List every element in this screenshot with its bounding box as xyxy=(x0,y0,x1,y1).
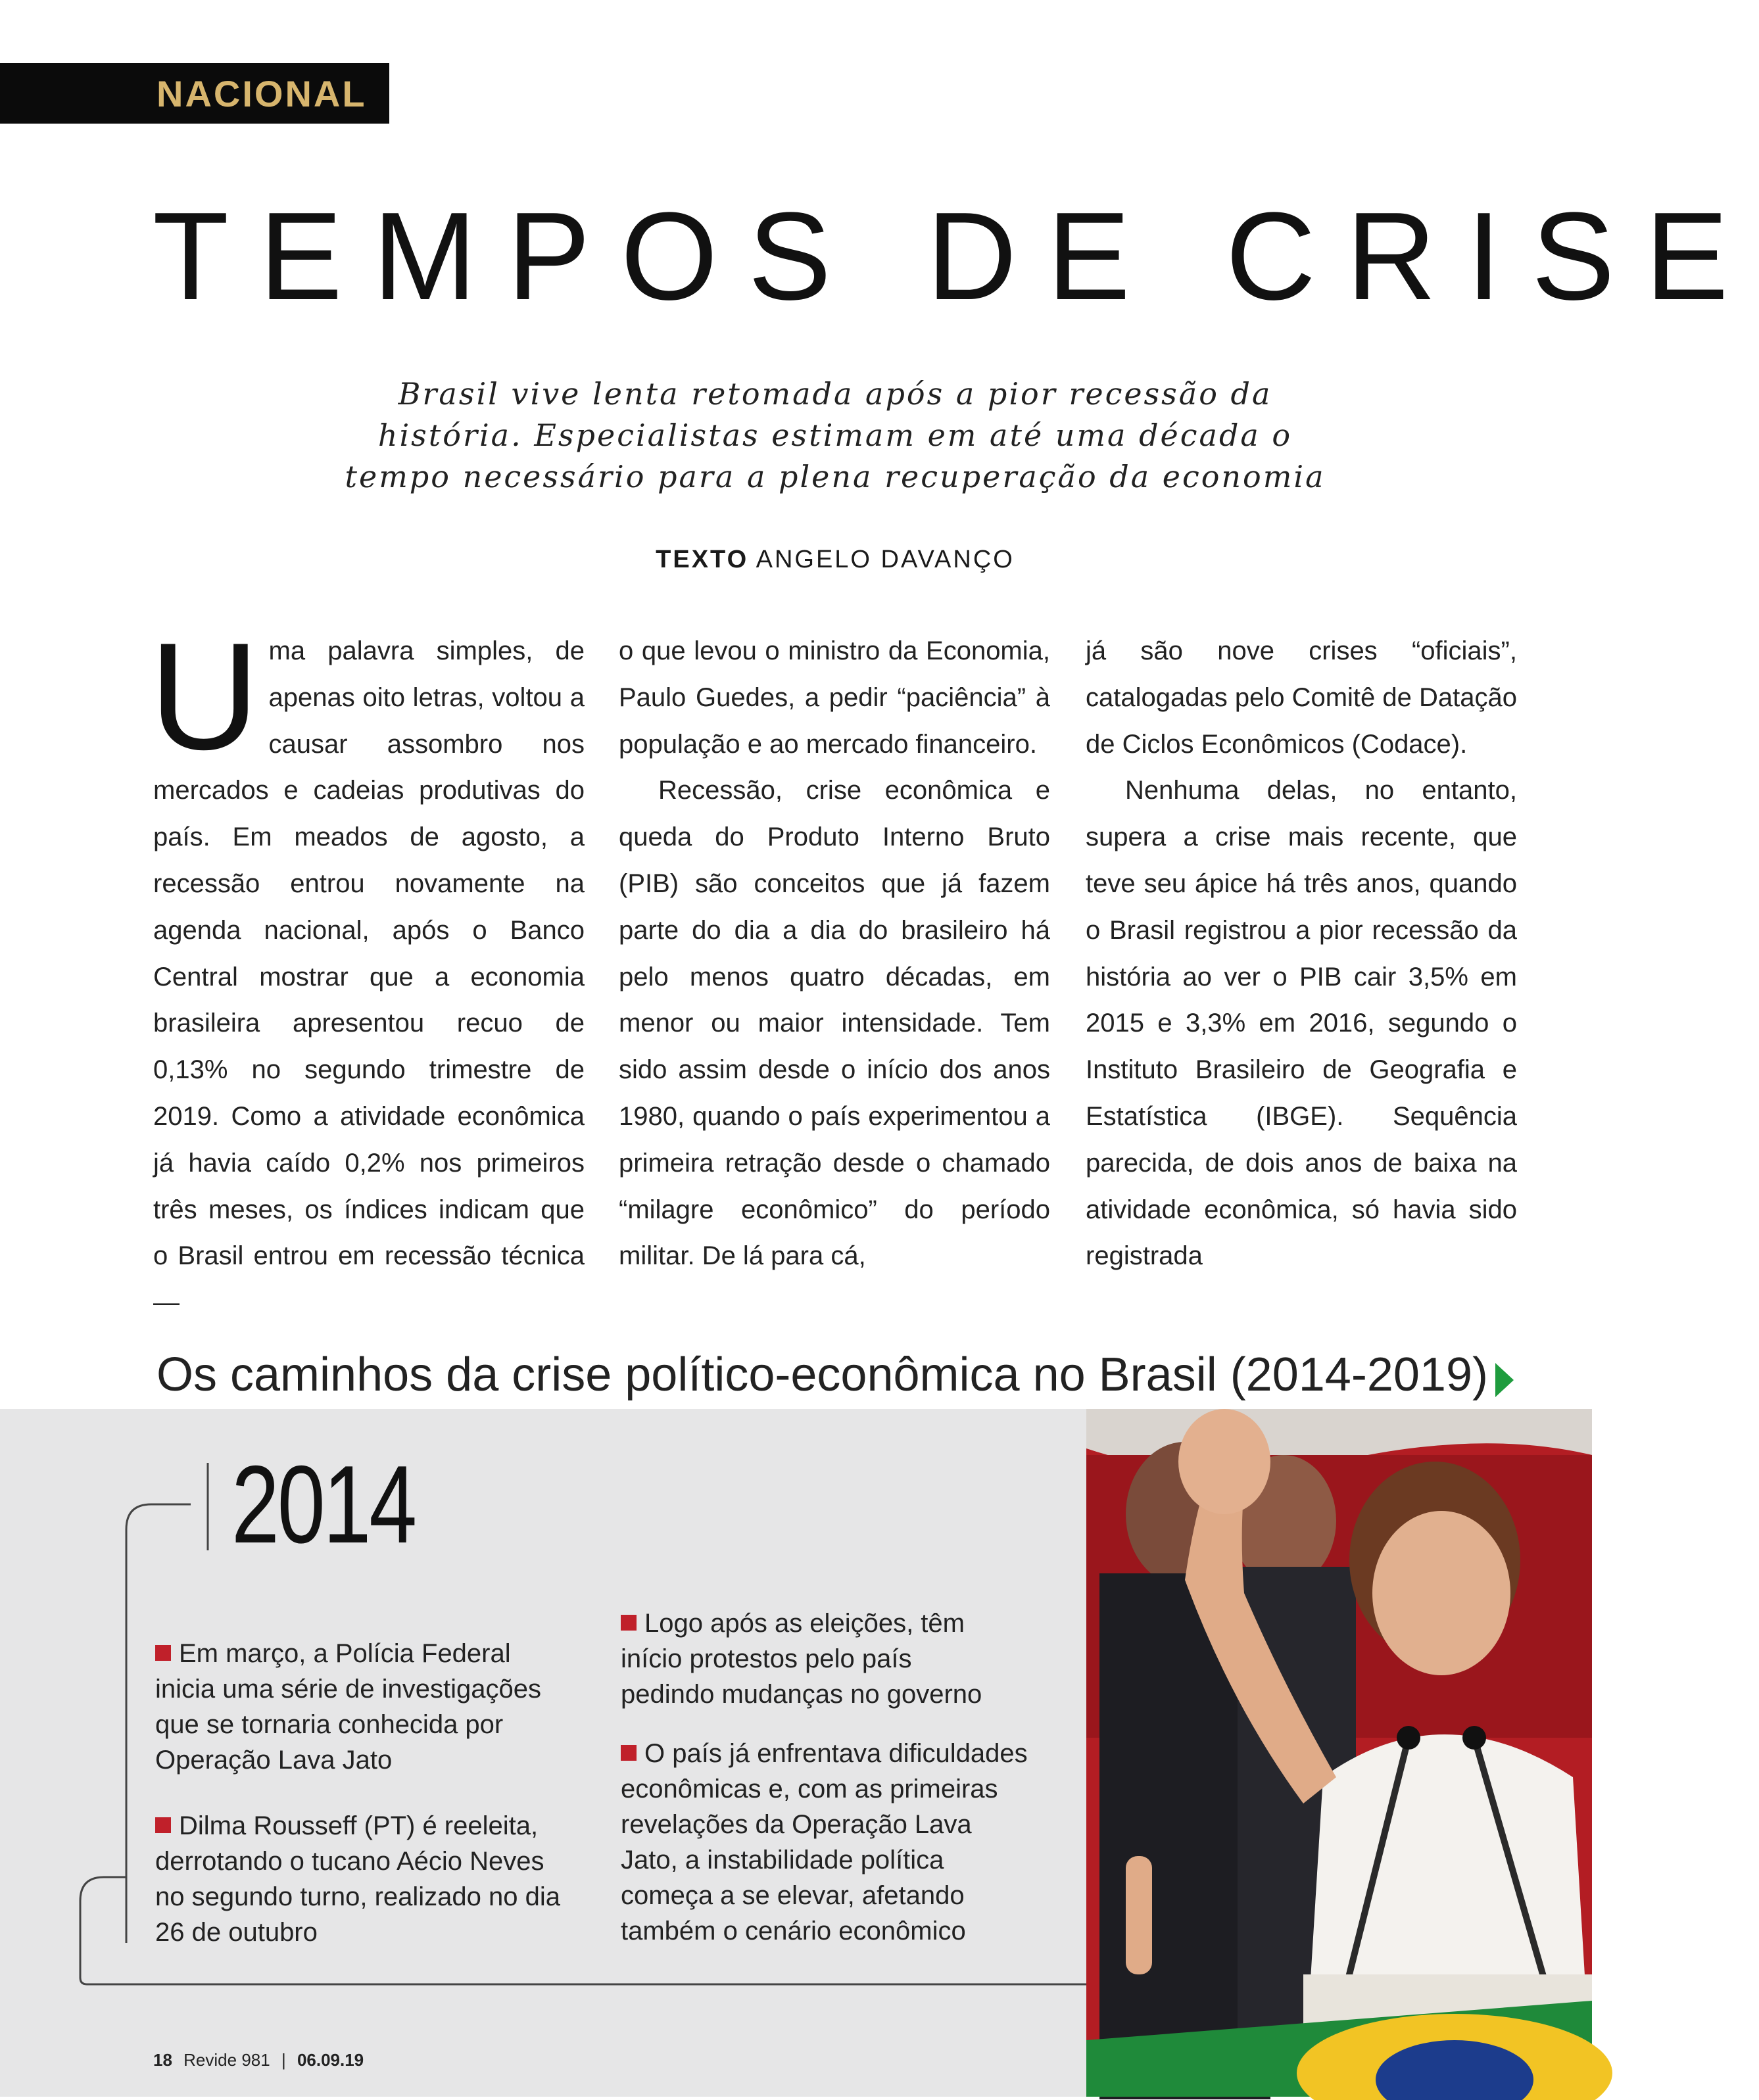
article-paragraph: Nenhuma delas, no entanto, supera a crise mais recente, que teve seu ápice há três anos, quando o Brasil registrou a pior recessão da história ao ver o PIB cair 3,5% em 2015 e 3,3% em 2016, segundo o Instituto Brasileiro de Geografia e Estatística (IBGE). Sequência parecida, de dois anos de baixa na atividade econômica, só havia sido registrada xyxy=(1086,776,1517,1271)
timeline-item-text: Dilma Rousseff (PT) é reeleita, derrotando o tucano Aécio Neves no segundo turno, realizado no dia 26 de outubro xyxy=(155,1811,561,1947)
article-column-1 xyxy=(149,611,585,1326)
page-number: 18 xyxy=(153,2050,172,2070)
timeline-item-text: Em março, a Polícia Federal inicia uma série de investigações que se tornaria conhecida por Operação Lava Jato xyxy=(155,1639,541,1775)
timeline-item-text: Logo após as eleições, têm início protestos pelo país pedindo mudanças no governo xyxy=(621,1609,982,1709)
issue-date: 06.09.19 xyxy=(297,2050,364,2070)
page-footer xyxy=(153,2050,364,2070)
triangle-right-icon xyxy=(1495,1363,1514,1397)
article-paragraph: Recessão, crise econômica e queda do Produto Interno Bruto (PIB) são conceitos que já fazem parte do dia a dia do brasileiro há pelo menos quatro décadas, em menor ou maior intensidade. Tem sido assim desde o início dos anos 1980, quando o país experimentou a primeira retração desde o chamado “milagre econômico” do período militar. De lá para cá, xyxy=(619,776,1050,1271)
timeline-title: Os caminhos da crise político-econômica no Brasil (2014-2019) xyxy=(157,1348,1488,1401)
byline-author: ANGELO DAVANÇO xyxy=(756,546,1015,573)
standfirst-line: tempo necessário para a plena recuperação da economia xyxy=(345,459,1326,494)
timeline-year: 2014 xyxy=(231,1443,416,1566)
article-paragraph: já são nove crises “oficiais”, catalogadas pelo Comitê de Datação de Ciclos Econômicos (Codace). xyxy=(1086,636,1517,759)
bullet-icon xyxy=(155,1817,171,1833)
article-column-2 xyxy=(619,628,1050,1279)
bullet-icon xyxy=(155,1645,171,1661)
timeline-item-text: O país já enfrentava dificuldades econômicas e, com as primeiras revelações da Operação Lava Jato, a instabilidade política começa a se elevar, afetando também o cenário econômico xyxy=(621,1739,1028,1945)
byline-label: TEXTO xyxy=(656,546,749,573)
bullet-icon xyxy=(621,1615,637,1631)
section-tag-label: NACIONAL xyxy=(157,73,367,114)
section-tag xyxy=(0,63,389,124)
paragraph-text: ma palavra simples, de apenas oito letras, voltou a causar assombro nos mercados e cadeias produtivas do país. Em meados de agosto, a recessão entrou novamente na agenda nacional, após o Banco Central mostrar que a economia brasileira apresentou recuo de 0,13% no segundo trimestre de 2019. Como a atividade econômica já havia caído 0,2% nos primeiros três meses, os índices indicam que o Brasil entrou em recessão técnica — xyxy=(153,636,585,1318)
article-paragraph: o que levou o ministro da Economia, Paulo Guedes, a pedir “paciência” à população e ao mercado financeiro. xyxy=(619,636,1050,759)
timeline-item xyxy=(155,1636,563,1778)
bullet-icon xyxy=(621,1745,637,1761)
standfirst xyxy=(289,373,1381,498)
news-photo xyxy=(1086,1409,1592,2097)
timeline-item xyxy=(155,1808,563,1950)
standfirst-line: história. Especialistas estimam em até uma década o xyxy=(377,418,1293,453)
footer-divider: | xyxy=(281,2050,286,2070)
standfirst-line: Brasil vive lenta retomada após a pior recessão da xyxy=(398,376,1272,412)
timeline-item xyxy=(621,1736,1028,1949)
byline xyxy=(0,546,1670,574)
magazine-issue: Revide 981 xyxy=(183,2050,270,2070)
photo-illustration xyxy=(1086,1409,1592,2097)
headline: TEMPOS DE CRISE xyxy=(153,187,1759,326)
timeline-item xyxy=(621,1606,989,1712)
article-column-3 xyxy=(1086,628,1517,1279)
article-paragraph xyxy=(149,611,585,1326)
drop-cap: U xyxy=(149,611,260,782)
